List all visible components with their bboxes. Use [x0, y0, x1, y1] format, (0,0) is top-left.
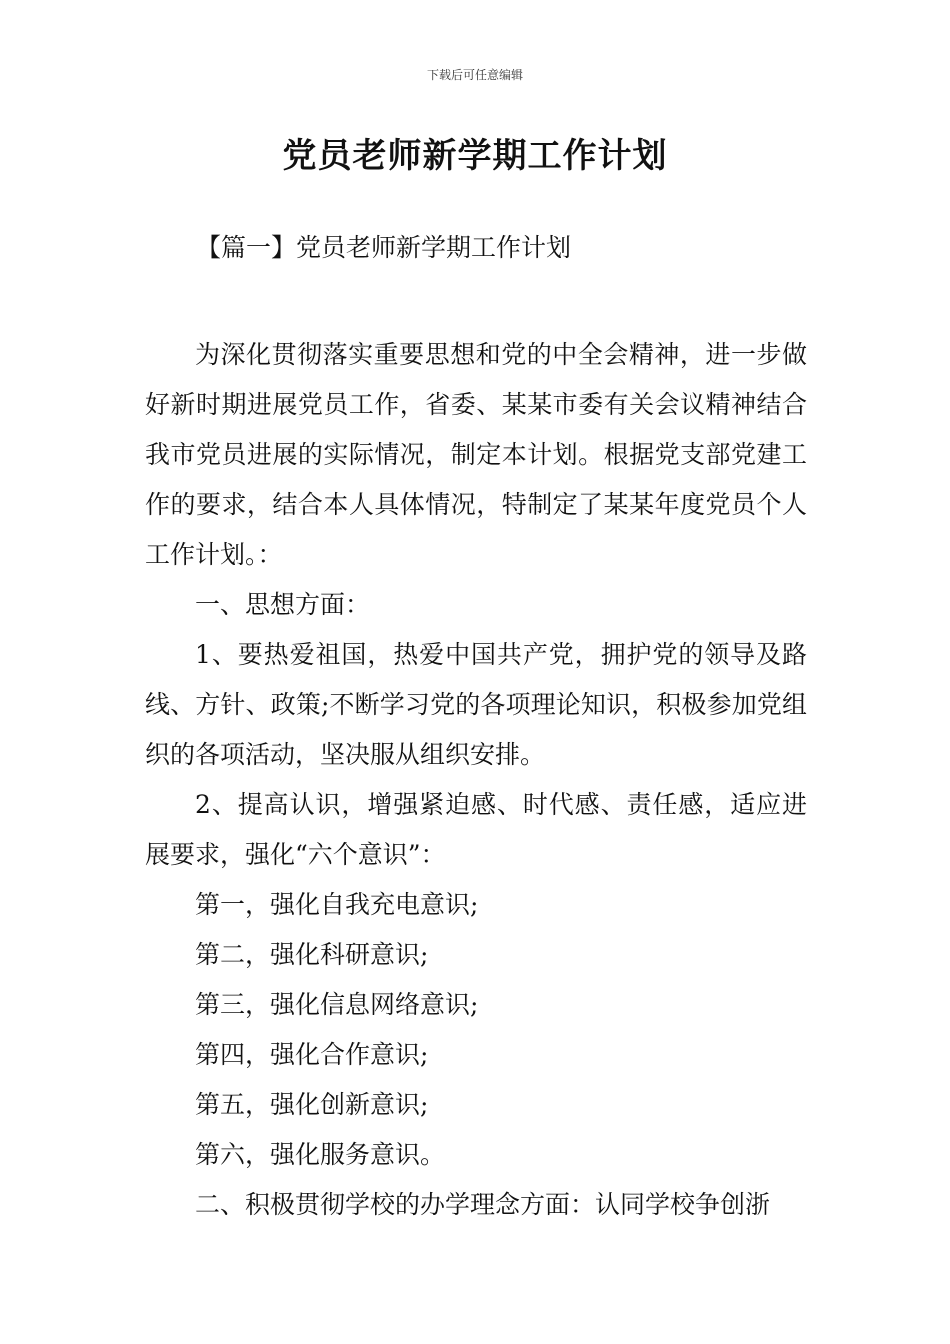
document-title: 党员老师新学期工作计划 [282, 136, 668, 176]
list-item: 第一，强化自我充电意识; [195, 890, 479, 919]
list-item: 第五，强化创新意识; [195, 1090, 429, 1119]
list-item: 第三，强化信息网络意识; [195, 990, 479, 1019]
heading-school-philosophy: 二、积极贯彻学校的办学理念方面：认同学校争创浙 [195, 1190, 771, 1219]
intro-paragraph: 为深化贯彻落实重要思想和党的中全会精神，进一步做好新时期进展党员工作，省委、某某市委有关会议精神结合我市党员进展的实际情况，制定本计划。根据党支部党建工作的要求，结合本人具体情况，特制定了某某年度党员个人工作计划。： [145, 340, 807, 569]
list-item: 第二，强化科研意识; [195, 940, 429, 969]
paragraph-item-1: 1、要热爱祖国，热爱中国共产党，拥护党的领导及路线、方针、政策;不断学习党的各项理论知识，积极参加党组织的各项活动，坚决服从组织安排。 [145, 640, 807, 769]
list-item: 第六，强化服务意识。 [195, 1140, 446, 1169]
list-item: 第四，强化合作意识; [195, 1040, 429, 1069]
document-body [145, 330, 807, 1230]
paragraph-item-2: 2、提高认识，增强紧迫感、时代感、责任感，适应进展要求，强化“六个意识”： [145, 790, 807, 869]
heading-thought: 一、思想方面： [195, 590, 371, 619]
section-heading: 【篇一】党员老师新学期工作计划 [196, 233, 572, 262]
header-note: 下载后可任意编辑 [426, 68, 523, 82]
